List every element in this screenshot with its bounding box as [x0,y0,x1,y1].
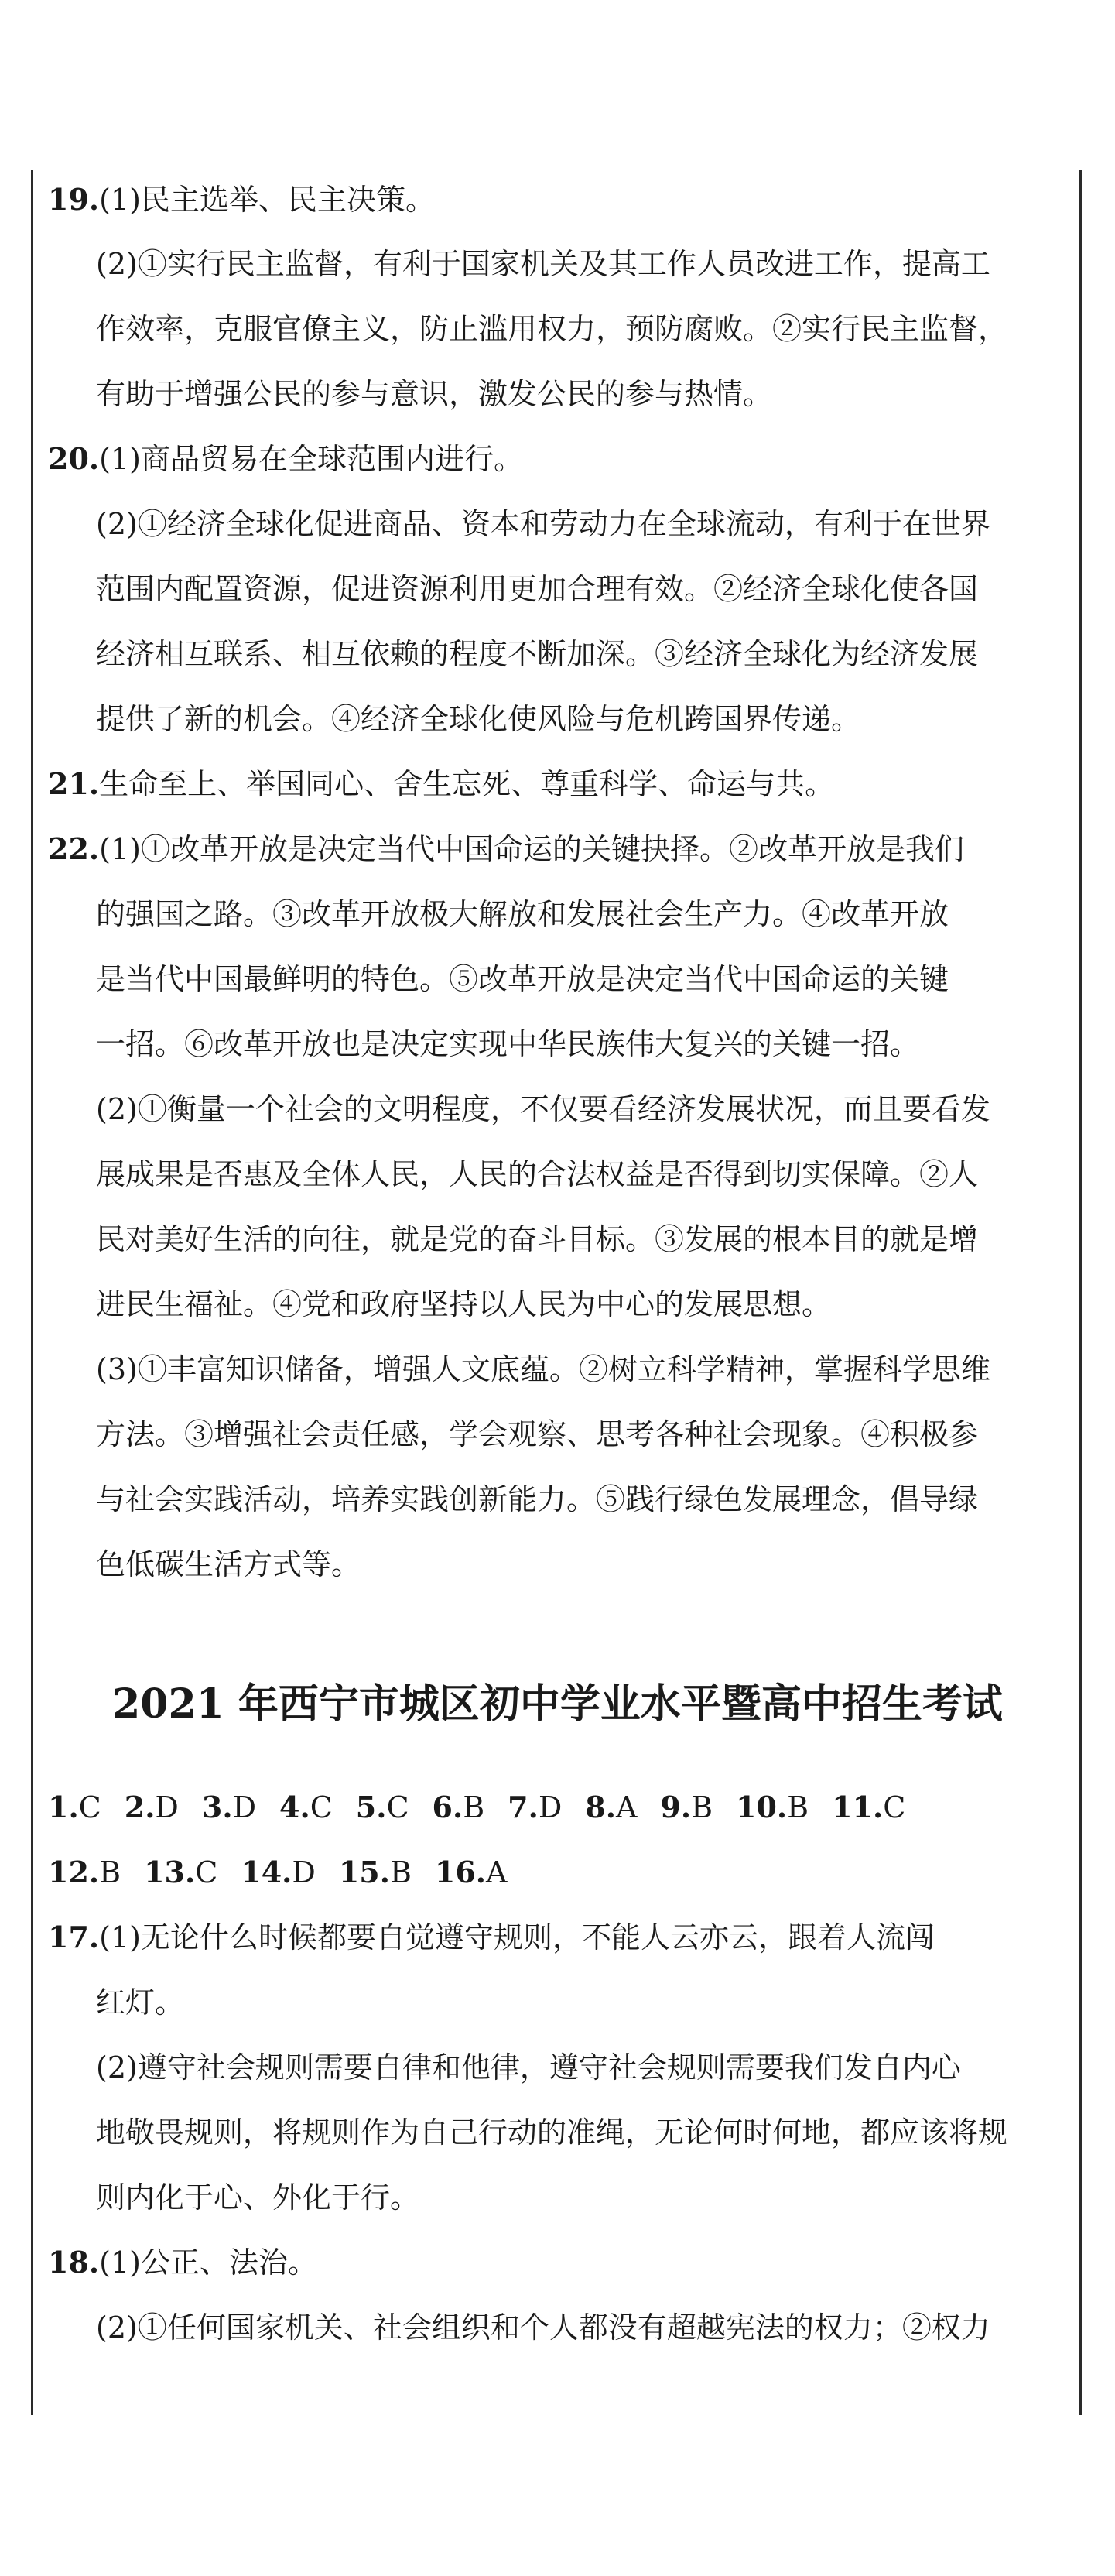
choice-number: 12. [48,1855,100,1889]
choice-letter: B [787,1790,809,1824]
choice-answer [202,1790,256,1824]
choice-number: 4. [279,1790,310,1824]
choices-row-1 [48,1790,929,1825]
choice-letter: C [310,1790,333,1824]
choice-answer [279,1790,333,1824]
q22-line-6: 展成果是否惠及全体人民，人民的合法权益是否得到切实保障。②人 [96,1157,979,1191]
q22-line-12: 色低碳生活方式等。 [96,1547,361,1581]
choice-number: 15. [338,1855,390,1889]
choice-letter: B [691,1790,713,1824]
q22-line-10: 方法。③增强社会责任感，学会观察、思考各种社会现象。④积极参 [96,1417,979,1451]
choice-letter: B [99,1855,121,1889]
choice-letter: B [389,1855,412,1889]
q22-line-7: 民对美好生活的向往，就是党的奋斗目标。③发展的根本目的就是增 [96,1222,979,1256]
q17-line-4: 地敬畏规则，将规则作为自己行动的准绳，无论何时何地，都应该将规 [96,2115,1008,2150]
q22-line-4: 一招。⑥改革开放也是决定实现中华民族伟大复兴的关键一招。 [96,1027,920,1061]
choices-row-2 [48,1855,531,1890]
q22-line-9: (3)①丰富知识储备，增强人文底蕴。②树立科学精神，掌握科学思维 [96,1352,990,1386]
choice-number: 13. [144,1855,196,1889]
choice-answer [144,1855,217,1889]
choice-number: 14. [241,1855,292,1889]
choice-letter: D [155,1790,179,1824]
q22-line-8: 进民生福祉。④党和政府坚持以人民为中心的发展思想。 [96,1287,832,1321]
choice-letter: C [386,1790,409,1824]
q20-line-3: 范围内配置资源，促进资源利用更加合理有效。②经济全球化使各国 [96,572,979,606]
choice-letter: D [232,1790,257,1824]
choice-letter: D [538,1790,563,1824]
choice-answer [241,1855,316,1889]
q20-line-2: (2)①经济全球化促进商品、资本和劳动力在全球流动，有利于在世界 [96,507,990,541]
q17-line-3: (2)遵守社会规则需要自律和他律，遵守社会规则需要我们发自内心 [96,2050,961,2084]
choice-letter: C [78,1790,101,1824]
choice-answer [339,1855,412,1889]
q22-line-2: 的强国之路。③改革开放极大解放和发展社会生产力。④改革开放 [96,897,949,931]
q19-line-2: (2)①实行民主监督，有利于国家机关及其工作人员改进工作，提高工 [96,247,990,281]
q17-line-2: 红灯。 [96,1985,185,2019]
choice-number: 10. [736,1790,788,1824]
choice-letter: A [615,1790,638,1824]
q20-line-1: 20.(1)商品贸易在全球范围内进行。 [48,441,523,476]
q19-line-4: 有助于增强公民的参与意识，激发公民的参与热情。 [96,377,773,411]
q19-line-1: 19.(1)民主选举、民主决策。 [48,182,435,217]
q19-line-3: 作效率，克服官僚主义，防止滥用权力，预防腐败。②实行民主监督， [96,312,1008,346]
section-title: 2021 年西宁市城区初中学业水平暨高中招生考试 [112,1680,1003,1728]
choice-answer [585,1790,637,1824]
choice-number: 3. [201,1790,233,1824]
choice-number: 8. [585,1790,616,1824]
q22-line-11: 与社会实践活动，培养实践创新能力。⑤践行绿色发展理念，倡导绿 [96,1482,979,1516]
q21-line-1: 21.生命至上、举国同心、舍生忘死、尊重科学、命运与共。 [48,766,835,801]
choice-number: 7. [508,1790,539,1824]
choice-answer [125,1790,179,1824]
q18-line-2: (2)①任何国家机关、社会组织和个人都没有超越宪法的权力；②权力 [96,2311,990,2345]
choice-number: 11. [832,1790,884,1824]
q22-line-5: (2)①衡量一个社会的文明程度，不仅要看经济发展状况，而且要看发 [96,1092,990,1126]
choice-letter: C [195,1855,218,1889]
choice-number: 6. [432,1790,463,1824]
choice-answer [48,1855,121,1889]
q20-line-5: 提供了新的机会。④经济全球化使风险与危机跨国界传递。 [96,702,861,736]
right-margin-rule [1079,170,1082,2415]
choice-letter: A [486,1855,508,1889]
choice-letter: B [463,1790,485,1824]
q22-line-1: 22.(1)①改革开放是决定当代中国命运的关键抉择。②改革开放是我们 [48,831,964,866]
q17-line-5: 则内化于心、外化于行。 [96,2180,420,2215]
choice-number: 1. [48,1790,79,1824]
choice-answer [508,1790,562,1824]
choice-answer [48,1790,101,1824]
choice-letter: D [292,1855,316,1889]
choice-number: 16. [434,1855,487,1889]
choice-number: 9. [660,1790,692,1824]
choice-answer [660,1790,713,1824]
choice-answer [356,1790,409,1824]
q18-line-1: 18.(1)公正、法治。 [48,2245,317,2280]
choice-answer [433,1790,485,1824]
q22-line-3: 是当代中国最鲜明的特色。⑤改革开放是决定当代中国命运的关键 [96,962,949,996]
q17-line-1: 17.(1)无论什么时候都要自觉遵守规则，不能人云亦云，跟着人流闯 [48,1920,935,1954]
choice-answer [736,1790,809,1824]
choice-number: 2. [124,1790,156,1824]
choice-letter: C [883,1790,906,1824]
choice-answer [832,1790,905,1824]
q20-line-4: 经济相互联系、相互依赖的程度不断加深。③经济全球化为经济发展 [96,637,979,671]
choice-number: 5. [355,1790,387,1824]
choice-answer [435,1855,508,1889]
left-margin-rule [31,170,33,2415]
